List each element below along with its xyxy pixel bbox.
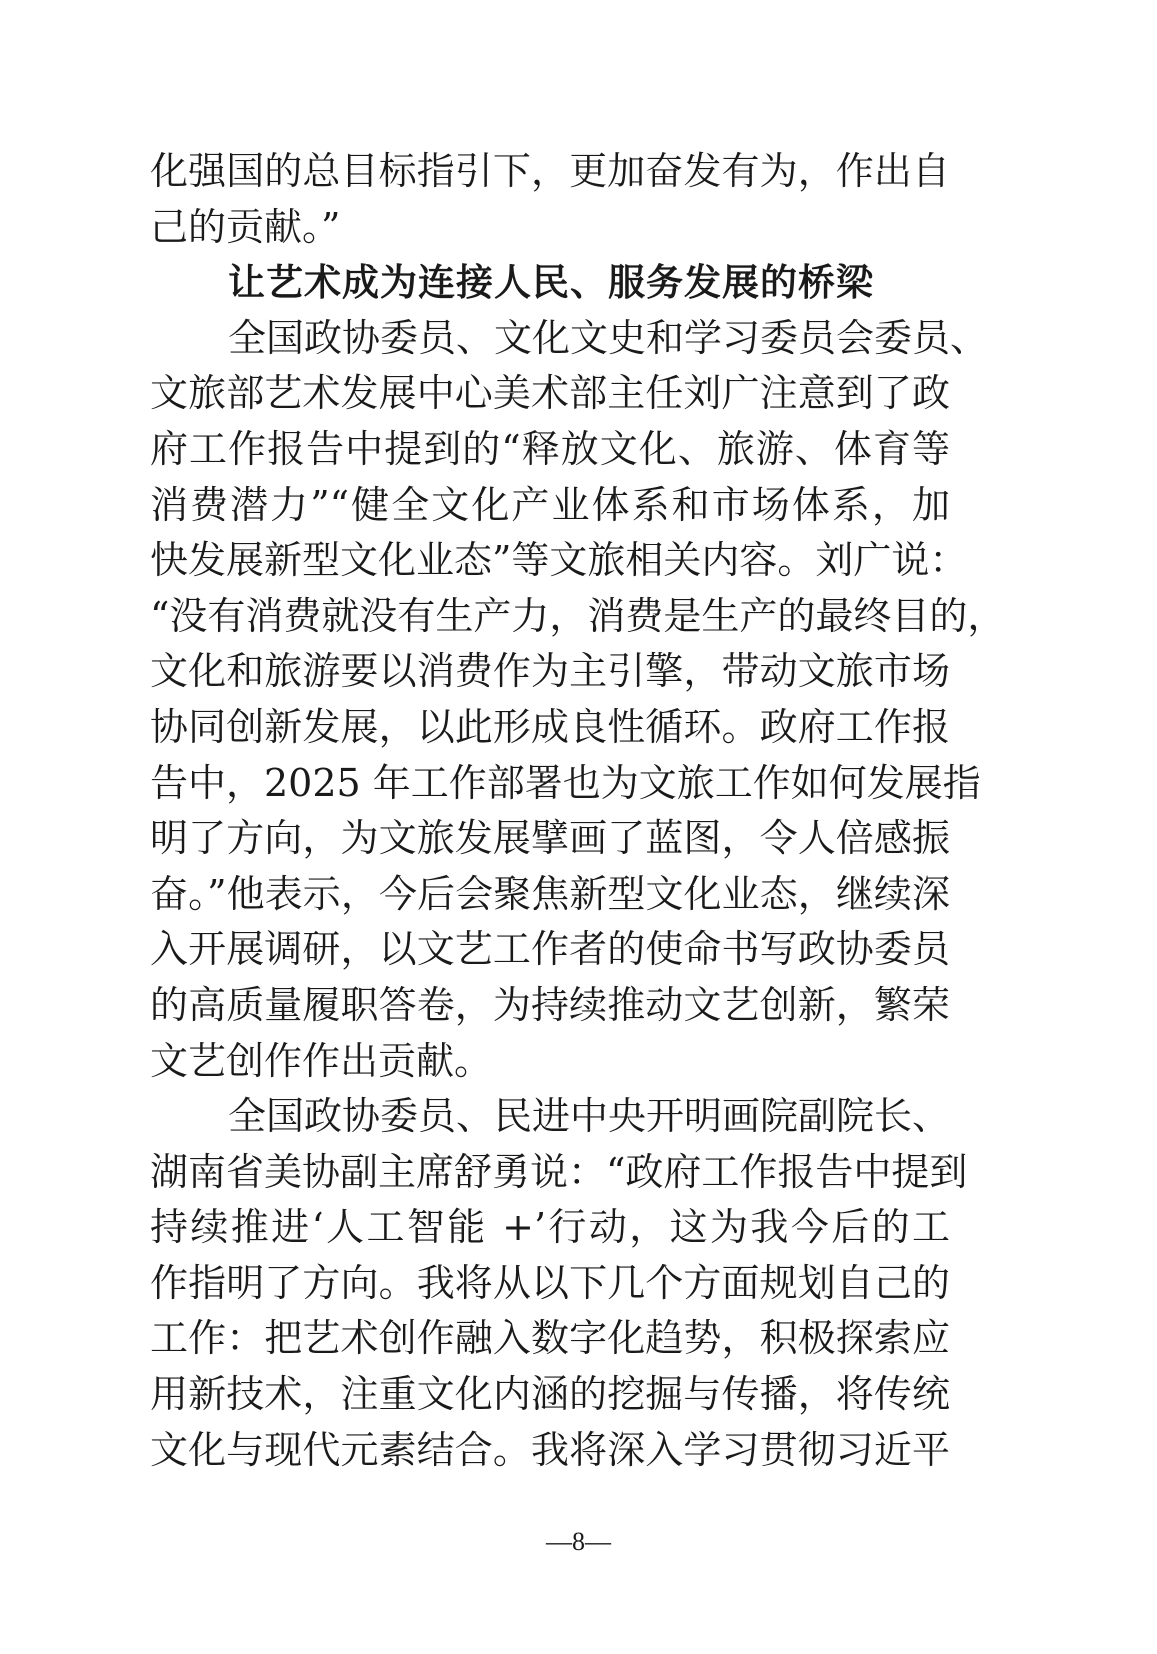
text-line: 文旅部艺术发展中心美术部主任刘广注意到了政	[150, 371, 950, 416]
text-line: 文化与现代元素结合。我将深入学习贯彻习近平	[150, 1427, 950, 1472]
text-line: 用新技术，注重文化内涵的挖掘与传播，将传统	[150, 1372, 950, 1417]
text-line: 湖南省美协副主席舒勇说：“政府工作报告中提到	[150, 1149, 968, 1194]
text-line: 文艺创作作出贡献。	[150, 1038, 493, 1083]
document-page	[150, 144, 1006, 1478]
text-line: 消费潜力”“健全文化产业体系和市场体系，加	[150, 482, 950, 527]
text-line: 工作：把艺术创作融入数字化趋势，积极探索应	[150, 1316, 950, 1361]
text-line: 全国政协委员、民进中央开明画院副院长、	[228, 1094, 951, 1139]
text-line: 协同创新发展，以此形成良性循环。政府工作报	[150, 704, 950, 749]
paragraph-continuation	[150, 144, 950, 255]
paragraph-shu-yong	[150, 1089, 968, 1478]
text-line: 的高质量履职答卷，为持续推动文艺创新，繁荣	[150, 982, 950, 1027]
text-line: “没有消费就没有生产力，消费是生产的最终目的，	[150, 593, 1006, 638]
section-heading: 让艺术成为连接人民、服务发展的桥梁	[228, 261, 874, 305]
text-line: 持续推进‘人工智能 +’行动，这为我今后的工	[150, 1205, 950, 1250]
paragraph-liu-guang	[150, 311, 1006, 1089]
page-number: —8—	[546, 1527, 611, 1556]
text-line: 奋。”他表示，今后会聚焦新型文化业态，继续深	[150, 871, 950, 916]
text-line: 府工作报告中提到的“释放文化、旅游、体育等	[150, 426, 950, 471]
text-line: 快发展新型文化业态”等文旅相关内容。刘广说：	[150, 538, 968, 583]
text-line: 全国政协委员、文化文史和学习委员会委员、	[228, 315, 989, 360]
text-line: 化强国的总目标指引下，更加奋发有为，作出自	[150, 149, 950, 193]
text-line: 作指明了方向。我将从以下几个方面规划自己的	[150, 1260, 950, 1305]
text-line: 明了方向，为文旅发展擘画了蓝图，令人倍感振	[150, 816, 950, 861]
text-line: 告中，2025 年工作部署也为文旅工作如何发展指	[150, 760, 981, 805]
text-line: 己的贡献。”	[150, 204, 341, 249]
text-line: 入开展调研，以文艺工作者的使命书写政协委员	[150, 927, 950, 972]
text-line: 文化和旅游要以消费作为主引擎，带动文旅市场	[150, 649, 950, 694]
